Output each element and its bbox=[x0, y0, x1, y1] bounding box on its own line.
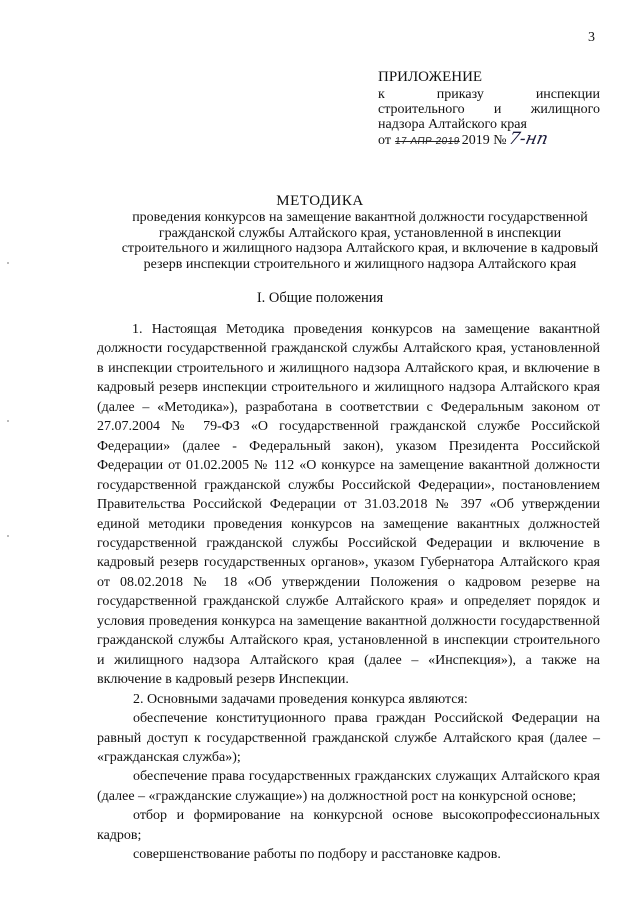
methodology-title: МЕТОДИКА bbox=[276, 193, 364, 209]
appendix-word: к bbox=[378, 87, 385, 102]
document-body bbox=[97, 320, 600, 865]
appendix-word: и bbox=[493, 102, 502, 117]
appendix-title: ПРИЛОЖЕНИЕ bbox=[378, 69, 483, 85]
scan-mark bbox=[7, 262, 9, 264]
date-stamp: 17 АПР 2019 bbox=[394, 136, 461, 147]
methodology-subtitle: проведения конкурсов на замещение вакантной должности государственной гражданской службы Алтайского края, установленной в инспекции строительного и жилищного надзора Алтайского края, и включение в кадровый резерв инспекции строительного и жилищного надзора Алтайского края bbox=[121, 210, 599, 272]
appendix-line-3: надзора Алтайского края bbox=[378, 117, 527, 132]
appendix-word: жилищного bbox=[530, 102, 600, 117]
paragraph-2: 2. Основными задачами проведения конкурса являются: bbox=[133, 691, 468, 707]
page-number: 3 bbox=[588, 30, 595, 45]
appendix-word: инспекции bbox=[535, 87, 600, 102]
task-item: обеспечение конституционного права граждан Российской Федерации на равный доступ к государственной гражданской службе Алтайского края (далее – «гражданская служба»); bbox=[97, 711, 600, 765]
appendix-line-1 bbox=[378, 87, 600, 102]
appendix-line-4 bbox=[378, 129, 600, 149]
scan-mark bbox=[7, 420, 9, 422]
paragraph-1: 1. Настоящая Методика проведения конкурсов на замещение вакантной должности государственной гражданской службы Алтайского края, установленной в инспекции строительного и жилищного надзора Алтайского края, и включение в кадровый резерв инспекции строительного и жилищного надзора Алтайского края (далее – «Методика»), разработана в соответствии с Федеральным законом от 27.07.2004 № 79-ФЗ «О государственной гражданской службе Российской Федерации» (далее - Федеральный закон), указом Президента Российской Федерации от 01.02.2005 № 112 «О конкурсе на замещение вакантной должности государственной гражданской службы Российской Федерации», постановлением Правительства Российской Федерации от 31.03.2018 № 397 «Об утверждении единой методики проведения конкурсов на замещение вакантных должностей государственной гражданской службы Российской Федерации и включение в кадровый резерв государственных органов», указом Губернатора Алтайского края от 08.02.2018 № 18 «Об утверждении Положения о кадровом резерве на государственной гражданской службе Алтайского края» и определяет порядок и условия проведения конкурса на замещение вакантной должности государственной гражданской службы Алтайского края, установленной в инспекции строительного и жилищного надзора Алтайского края (далее – «Инспекция»), а также на включение в кадровый резерв Инспекции. bbox=[97, 322, 600, 688]
appendix-year: 2019 № bbox=[461, 133, 507, 148]
appendix-word: строительного bbox=[378, 102, 465, 117]
appendix-word: приказу bbox=[436, 87, 484, 102]
appendix-date-prefix: от bbox=[378, 133, 391, 148]
section-heading: I. Общие положения bbox=[256, 290, 384, 306]
task-item: совершенствование работы по подбору и расстановке кадров. bbox=[133, 847, 501, 863]
appendix-block bbox=[378, 70, 600, 149]
task-item: обеспечение права государственных гражданских служащих Алтайского края (далее – «гражданские служащие») на должностной рост на конкурсной основе; bbox=[97, 769, 600, 804]
appendix-line-2 bbox=[378, 102, 600, 117]
handwritten-order-number: 7-нп bbox=[506, 129, 550, 149]
task-item: отбор и формирование на конкурсной основе высокопрофессиональных кадров; bbox=[97, 808, 600, 843]
scan-mark bbox=[7, 535, 9, 537]
